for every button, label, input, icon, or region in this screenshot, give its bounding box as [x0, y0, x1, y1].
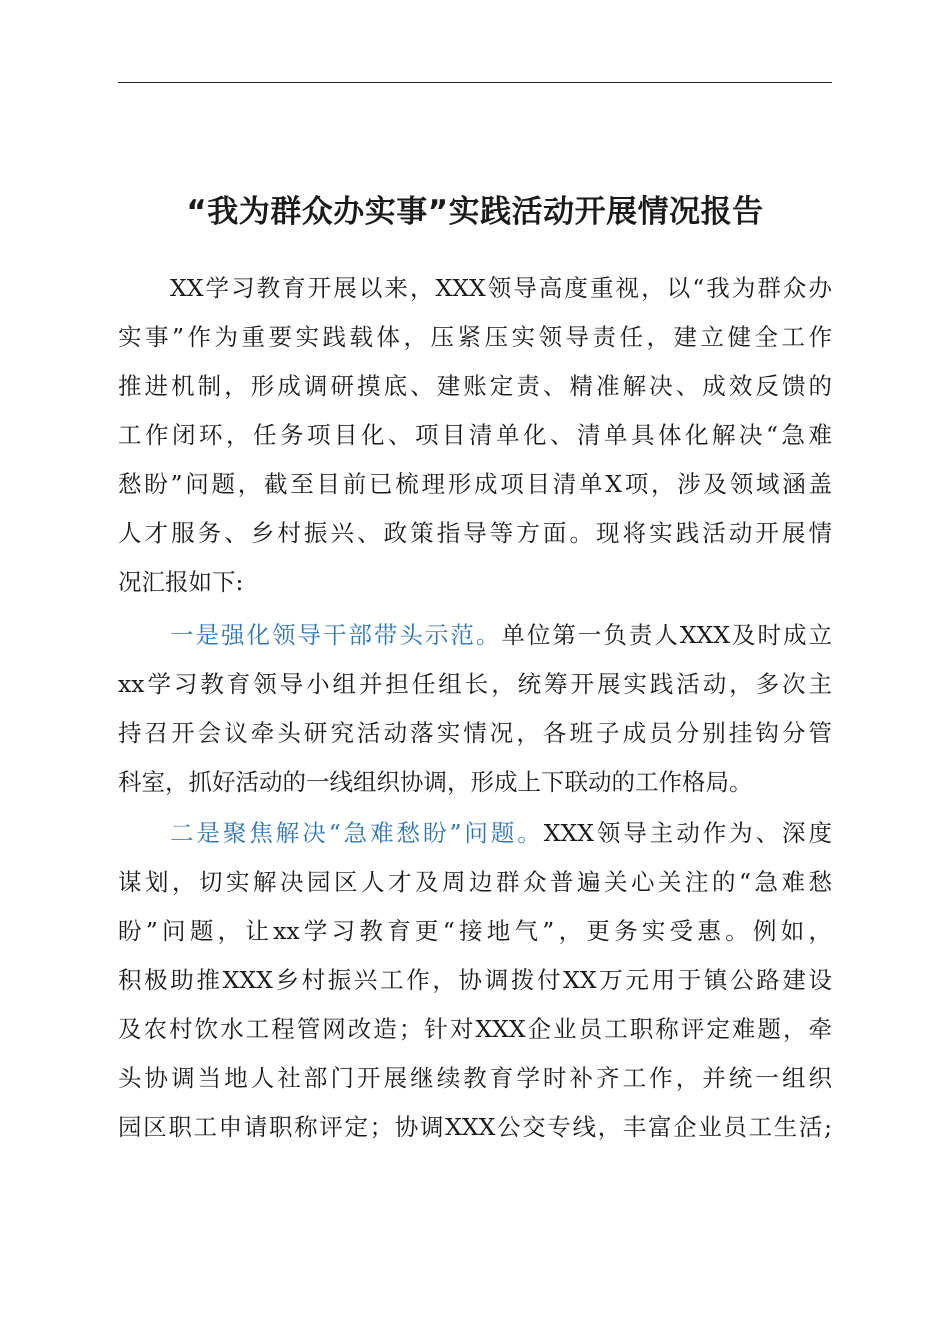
paragraph-3-line-1-rest: XXX领导主动作为、深度 — [543, 819, 832, 847]
paragraph-2-line-1 — [170, 611, 832, 660]
paragraph-1-line-2: 实事”作为重要实践载体，压紧压实领导责任，建立健全工作 — [118, 323, 832, 351]
paragraph-3-line-2: 谋划，切实解决园区人才及周边群众普遍关心关注的“急难愁 — [118, 868, 832, 896]
paragraph-3-line-4: 积极助推XXX乡村振兴工作，协调拨付XX万元用于镇公路建设 — [118, 966, 832, 994]
paragraph-2-line-3: 持召开会议牵头研究活动落实情况，各班子成员分别挂钩分管 — [118, 719, 832, 747]
paragraph-2-line-2: xx学习教育领导小组并担任组长，统筹开展实践活动，多次主 — [118, 670, 832, 698]
paragraph-3-line-1 — [170, 809, 832, 858]
paragraph-3-line-5: 及农村饮水工程管网改造；针对XXX企业员工职称评定难题，牵 — [118, 1015, 832, 1043]
paragraph-2-line-4: 科室，抓好活动的一线组织协调，形成上下联动的工作格局。 — [118, 768, 753, 796]
paragraph-1-line-3: 推进机制，形成调研摸底、建账定责、精准解决、成效反馈的 — [118, 372, 832, 400]
paragraph-1-line-1: XX学习教育开展以来，XXX领导高度重视，以“我为群众办 — [170, 274, 832, 302]
header-rule — [118, 82, 832, 83]
document-title: “我为群众办实事”实践活动开展情况报告 — [186, 194, 764, 230]
paragraph-2-line-1-rest: 单位第一负责人XXX及时成立 — [501, 621, 832, 649]
paragraph-1-line-4: 工作闭环，任务项目化、项目清单化、清单具体化解决“急难 — [118, 421, 832, 449]
paragraph-3-line-7: 园区职工申请职称评定；协调XXX公交专线，丰富企业员工生活; — [118, 1113, 832, 1141]
paragraph-1-line-6: 人才服务、乡村振兴、政策指导等方面。现将实践活动开展情 — [118, 519, 832, 547]
paragraph-2-heading: 一是强化领导干部带头示范。 — [170, 621, 502, 649]
paragraph-3-heading: 二是聚焦解决“急难愁盼”问题。 — [170, 819, 544, 847]
paragraph-1-line-5: 愁盼”问题，截至目前已梳理形成项目清单X项，涉及领域涵盖 — [118, 470, 832, 498]
paragraph-3-line-3: 盼”问题，让xx学习教育更“接地气”，更务实受惠。例如， — [118, 917, 832, 945]
paragraph-3-line-6: 头协调当地人社部门开展继续教育学时补齐工作，并统一组织 — [118, 1064, 832, 1092]
paragraph-1-line-7: 况汇报如下: — [118, 568, 244, 596]
